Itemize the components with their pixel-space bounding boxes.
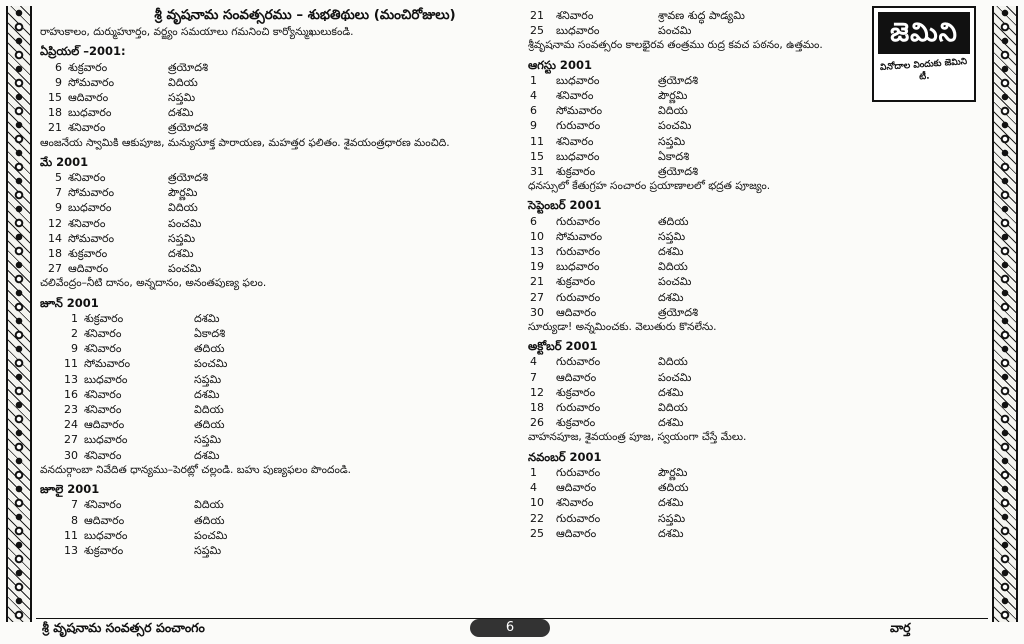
day-number: 4 [530,89,537,103]
month-heading: నవంబర్ 2001 [528,449,602,464]
weekday: శుక్రవారం [68,247,108,261]
weekday: శనివారం [84,342,122,356]
date-row [528,480,968,495]
day-number: 13 [530,245,544,259]
tithi: దశమి [658,385,684,399]
day-number: 19 [530,260,544,274]
day-number: 1 [530,465,537,479]
day-number: 2 [71,327,78,341]
date-row [40,311,510,326]
date-row [40,216,510,231]
date-row [40,432,510,447]
date-row [40,356,510,371]
day-number: 11 [530,134,544,148]
day-number: 25 [530,526,544,540]
month-heading: ఆగస్టు 2001 [528,57,592,72]
date-row [40,326,510,341]
tithi: విదియ [658,104,688,118]
weekday: బుధవారం [84,372,128,386]
tithi: దశమి [658,526,684,540]
day-number: 18 [48,106,62,120]
day-number: 30 [530,305,544,319]
day-number: 23 [64,403,78,417]
month-section [528,198,968,335]
day-number: 6 [55,60,62,74]
tithi: దశమి [194,448,220,462]
weekday: బుధవారం [556,260,600,274]
tithi: త్రయోదశి [168,60,209,74]
weekday: బుధవారం [68,106,112,120]
advert-brand: జెమిని [878,12,970,54]
weekday: శుక్రవారం [68,60,108,74]
weekday: ఆదివారం [556,481,597,495]
month-section [528,339,968,445]
tithi: త్రయోదశి [168,121,209,135]
date-row [40,261,510,276]
date-row [528,354,968,369]
month-section [40,296,510,478]
weekday: ఆదివారం [84,418,125,432]
tithi: దశమి [194,387,220,401]
date-row [40,528,510,543]
tithi: పంచమి [194,357,228,371]
weekday: ఆదివారం [556,526,597,540]
day-number: 27 [64,433,78,447]
day-number: 31 [530,165,544,179]
weekday: గురువారం [556,465,601,479]
weekday: సోమవారం [556,229,603,243]
date-row [528,495,968,510]
date-row [528,274,968,289]
date-row [528,244,968,259]
day-number: 27 [48,262,62,276]
day-number: 9 [71,342,78,356]
weekday: శనివారం [84,387,122,401]
section-note: ధనస్సులో కేతుగ్రహ సంచారం ప్రయాణాలలో భద్రత పూజ్యం. [528,180,771,193]
date-row [40,543,510,558]
date-row [40,231,510,246]
weekday: శుక్రవారం [84,543,124,557]
weekday: గురువారం [556,355,601,369]
day-number: 25 [530,24,544,38]
tithi: తదియ [194,418,225,432]
intro-text: రాహుకాలం, దుర్ముహూర్తం, వర్జ్యం సమయాలు గమనించి కార్యోన్ముఖులుకండి. [40,26,354,39]
tithi: విదియ [658,401,688,415]
tithi: పంచమి [168,262,202,276]
tithi: విదియ [194,498,224,512]
advert-tagline: వినోదాల విందుకు జెమిని టీ. [879,56,968,83]
weekday: శనివారం [84,498,122,512]
tithi: దశమి [658,290,684,304]
day-number: 24 [64,418,78,432]
weekday: బుధవారం [556,149,600,163]
day-number: 6 [530,214,537,228]
weekday: బుధవారం [84,528,128,542]
weekday: ఆదివారం [68,91,109,105]
date-row [528,370,968,385]
date-row [40,105,510,120]
tithi: త్రయోదశి [168,171,209,185]
day-number: 21 [48,121,62,135]
day-number: 4 [530,481,537,495]
tithi: దశమి [168,247,194,261]
day-number: 27 [530,290,544,304]
weekday: గురువారం [556,119,601,133]
date-row [528,134,968,149]
day-number: 4 [530,355,537,369]
tithi: పంచమి [658,24,692,38]
tithi: సప్తమి [658,134,686,148]
decorative-border-left [6,6,32,622]
weekday: బుధవారం [556,24,600,38]
weekday: గురువారం [556,511,601,525]
page-number: 6 [470,619,550,637]
tithi: పంచమి [194,528,228,542]
date-row [40,497,510,512]
section-note: చలివేంద్రం–నీటి దానం, అన్నదానం, అనంతపుణ్య ఫలం. [40,277,267,290]
day-number: 9 [55,201,62,215]
month-section [40,482,510,558]
weekday: శనివారం [556,496,594,510]
tithi: విదియ [658,355,688,369]
day-number: 26 [530,416,544,430]
date-row [40,120,510,135]
left-column [40,8,510,558]
date-row [528,290,968,305]
day-number: 18 [530,401,544,415]
weekday: శనివారం [68,171,106,185]
date-row [528,103,968,118]
weekday: గురువారం [556,245,601,259]
day-number: 13 [64,543,78,557]
day-number: 9 [530,119,537,133]
month-heading: జూన్ 2001 [40,295,99,310]
weekday: శుక్రవారం [556,165,596,179]
tithi: పంచమి [658,275,692,289]
date-row [40,75,510,90]
tithi: ఏకాదశి [194,327,226,341]
date-row [40,246,510,261]
tithi: దశమి [194,311,220,325]
decorative-border-right [992,6,1018,622]
tithi: పౌర్ణమి [168,186,198,200]
weekday: శుక్రవారం [556,385,596,399]
day-number: 7 [71,498,78,512]
weekday: శుక్రవారం [556,275,596,289]
tithi: ఏకాదశి [658,149,690,163]
tithi: సప్తమి [168,231,196,245]
tithi: సప్తమి [194,372,222,386]
date-row [528,511,968,526]
weekday: సోమవారం [68,231,115,245]
page-title: శ్రీ వృషనామ సంవత్సరము – శుభతిథులు (మంచిరోజులు) [154,7,456,23]
weekday: బుధవారం [84,433,128,447]
date-row [528,118,968,133]
day-number: 14 [48,231,62,245]
weekday: శనివారం [84,403,122,417]
tithi: దశమి [658,496,684,510]
tithi: పంచమి [658,370,692,384]
weekday: గురువారం [556,214,601,228]
tithi: తదియ [658,214,689,228]
day-number: 1 [530,73,537,87]
weekday: శనివారం [68,121,106,135]
section-note: శ్రీవృషనామ సంవత్సరం కాలభైరవ తంత్రము రుద్ర కవచ పఠనం, ఉత్తమం. [528,39,823,52]
day-number: 18 [48,247,62,261]
day-number: 12 [530,385,544,399]
weekday: గురువారం [556,401,601,415]
tithi: పౌర్ణమి [658,465,688,479]
date-row [528,385,968,400]
weekday: సోమవారం [556,104,603,118]
day-number: 15 [48,91,62,105]
date-row [40,60,510,75]
day-number: 11 [64,357,78,371]
tithi: త్రయోదశి [658,73,699,87]
day-number: 5 [55,171,62,185]
weekday: శనివారం [556,89,594,103]
weekday: ఆదివారం [84,513,125,527]
weekday: శనివారం [84,448,122,462]
day-number: 9 [55,75,62,89]
month-heading: జూలై 2001 [40,482,100,497]
tithi: పంచమి [658,119,692,133]
day-number: 10 [530,229,544,243]
weekday: బుధవారం [68,201,112,215]
tithi: సప్తమి [658,511,686,525]
tithi: సప్తమి [194,433,222,447]
date-row [40,387,510,402]
day-number: 12 [48,216,62,230]
weekday: ఆదివారం [556,370,597,384]
day-number: 15 [530,149,544,163]
day-number: 30 [64,448,78,462]
tithi: పౌర్ణమి [658,89,688,103]
weekday: ఆదివారం [68,262,109,276]
left-sections [40,44,510,558]
day-number: 21 [530,275,544,289]
date-row [528,164,968,179]
day-number: 7 [530,370,537,384]
day-number: 11 [64,528,78,542]
date-row [40,402,510,417]
date-row [40,185,510,200]
tithi: తదియ [658,481,689,495]
date-row [528,305,968,320]
weekday: సోమవారం [68,75,115,89]
section-note: వాహనపూజ, శైవయంత్ర పూజ, స్వయంగా చేస్తే మేలు. [528,431,747,444]
weekday: సోమవారం [84,357,131,371]
month-section [40,155,510,292]
month-heading: మే 2001 [40,154,89,169]
tithi: త్రయోదశి [658,165,699,179]
day-number: 21 [530,9,544,22]
weekday: శనివారం [556,9,594,22]
date-row [40,341,510,356]
date-row [528,465,968,480]
day-number: 8 [71,513,78,527]
date-row [528,229,968,244]
gemini-advert [872,6,976,102]
section-note: ఆంజనేయ స్వామికి ఆకుపూజ, మన్యుసూక్త పారాయణ, మహత్తర ఫలితం. శైవయంత్రధారణ మంచిది. [40,136,450,149]
date-row [40,170,510,185]
tithi: తదియ [194,342,225,356]
tithi: త్రయోదశి [658,305,699,319]
section-note: సూర్యుడా! అన్నమించకు. వెలుతురు కొనలేను. [528,321,717,334]
date-row [528,415,968,430]
date-row [40,417,510,432]
tithi: పంచమి [168,216,202,230]
weekday: శుక్రవారం [84,311,124,325]
tithi: తదియ [194,513,225,527]
day-number: 13 [64,372,78,386]
date-row [528,214,968,229]
date-row [40,90,510,105]
date-row [40,200,510,215]
month-heading: ఏప్రియల్ –2001: [40,44,126,59]
date-row [528,149,968,164]
month-section [528,450,968,541]
month-section [40,44,510,150]
tithi: శ్రావణ శుద్ధ పాడ్యమి [658,9,745,22]
date-row [40,448,510,463]
section-note: వనదుర్గాంబా నివేదిత ధాన్యము–పెరట్లో చల్లండి. బహు పుణ్యఫలం పొందండి. [40,463,352,476]
weekday: శనివారం [556,134,594,148]
weekday: శనివారం [68,216,106,230]
weekday: శనివారం [84,327,122,341]
date-row [40,513,510,528]
weekday: ఆదివారం [556,305,597,319]
date-row [528,400,968,415]
month-heading: అక్టోబర్ 2001 [528,339,598,354]
day-number: 16 [64,387,78,401]
tithi: విదియ [658,260,688,274]
tithi: దశమి [168,106,194,120]
date-row [40,372,510,387]
tithi: సప్తమి [658,229,686,243]
tithi: విదియ [168,201,198,215]
weekday: గురువారం [556,290,601,304]
tithi: సప్తమి [194,543,222,557]
tithi: దశమి [658,245,684,259]
tithi: దశమి [658,416,684,430]
date-row [528,526,968,541]
footer-publication: వార్త [890,620,911,635]
footer-title: శ్రీ వృషనామ సంవత్సర పంచాంగం [42,620,205,635]
day-number: 22 [530,511,544,525]
tithi: విదియ [194,403,224,417]
day-number: 10 [530,496,544,510]
tithi: విదియ [168,75,198,89]
weekday: సోమవారం [68,186,115,200]
day-number: 7 [55,186,62,200]
tithi: సప్తమి [168,91,196,105]
day-number: 6 [530,104,537,118]
day-number: 1 [71,311,78,325]
month-heading: సెప్టెంబర్ 2001 [528,198,602,213]
weekday: బుధవారం [556,73,600,87]
date-row [528,259,968,274]
weekday: శుక్రవారం [556,416,596,430]
